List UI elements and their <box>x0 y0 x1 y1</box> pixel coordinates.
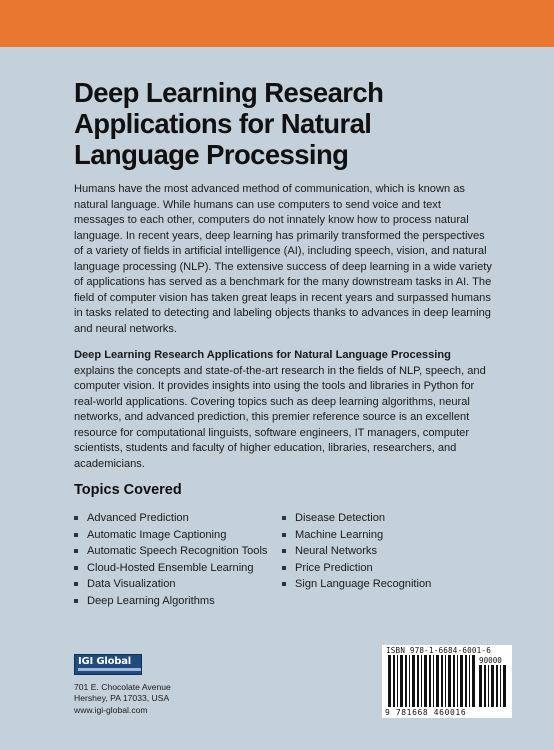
logo-tagline-strip <box>78 668 141 671</box>
square-bullet-icon <box>282 582 286 586</box>
top-color-band <box>0 0 554 47</box>
topic-item: Disease Detection <box>282 510 431 527</box>
square-bullet-icon <box>74 549 78 553</box>
description-paragraph-1: Humans have the most advanced method of communication, which is known as natural language. While humans can use computers to send voice and text messages to each other, computers do not innately know how to process natural language. In recent years, deep learning has primarily transformed the perspectives of a variety of fields in artificial intelligence (AI), including speech, vision, and natural language processing (NLP). The extensive success of deep learning in a wide variety of applications has served as a benchmark for the many downstream tasks in AI. The field of computer vision has taken great leaps in recent years and surpassed humans in tasks related to detecting and labeling objects thanks to advances in deep learning and neural networks. <box>74 183 492 335</box>
description-paragraph-2-body: explains the concepts and state-of-the-art research in the fields of NLP, speech, and computer vision. It provides insights into using the tools and libraries in Python for real-world applications. Covering topics such as deep learning algorithms, neural networks, and advanced prediction, this premier reference source is an excellent resource for computational linguists, software engineers, IT managers, computer scientists, students and faculty of higher education, libraries, researchers, and academicians. <box>74 364 486 470</box>
publisher-address <box>74 682 171 716</box>
ean-digits: 9 781668 460016 <box>385 708 467 717</box>
book-title: Deep Learning Research Applications for Natural Language Processing <box>74 77 384 170</box>
square-bullet-icon <box>282 516 286 520</box>
igi-global-logo <box>74 654 142 675</box>
address-street: 701 E. Chocolate Avenue <box>74 682 171 692</box>
square-bullet-icon <box>282 533 286 537</box>
square-bullet-icon <box>74 516 78 520</box>
topic-item: Data Visualization <box>74 576 267 593</box>
address-city: Hershey, PA 17033, USA <box>74 693 170 704</box>
square-bullet-icon <box>74 533 78 537</box>
topic-item: Cloud-Hosted Ensemble Learning <box>74 560 267 577</box>
square-bullet-icon <box>74 582 78 586</box>
publisher-website: www.igi-global.com <box>74 704 148 715</box>
price-code: 90000 <box>479 656 502 665</box>
square-bullet-icon <box>282 549 286 553</box>
topic-item: Advanced Prediction <box>74 510 267 527</box>
description-paragraph-2 <box>74 348 494 472</box>
logo-name: IGI Global <box>78 656 131 667</box>
square-bullet-icon <box>74 566 78 570</box>
topic-item: Neural Networks <box>282 543 431 560</box>
isbn-barcode <box>382 645 512 718</box>
topic-item: Deep Learning Algorithms <box>74 593 267 610</box>
square-bullet-icon <box>282 566 286 570</box>
topic-item: Automatic Image Captioning <box>74 527 267 544</box>
book-title-inline: Deep Learning Research Applications for Natural Language Processing <box>74 349 451 361</box>
topics-list-right <box>282 510 431 593</box>
square-bullet-icon <box>74 599 78 603</box>
topic-item: Automatic Speech Recognition Tools <box>74 543 267 560</box>
isbn-text: ISBN 978-1-6684-6001-6 <box>386 646 491 655</box>
barcode-supplement-bars <box>479 665 509 707</box>
topics-list-left <box>74 510 267 610</box>
topics-heading: Topics Covered <box>74 482 182 498</box>
topic-item: Sign Language Recognition <box>282 576 431 593</box>
topic-item: Machine Learning <box>282 527 431 544</box>
topic-item: Price Prediction <box>282 560 431 577</box>
barcode-bars <box>388 655 476 707</box>
